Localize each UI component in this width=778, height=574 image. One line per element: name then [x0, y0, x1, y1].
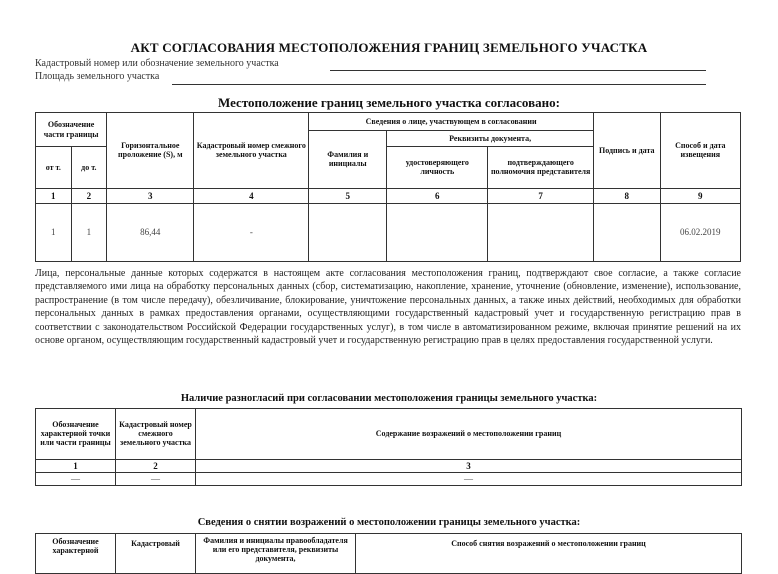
- header-adjacent: Кадастровый: [116, 534, 196, 574]
- cell-signature: [593, 203, 660, 261]
- area-value-line: [172, 84, 706, 85]
- section1-heading: Местоположение границ земельного участка согласовано:: [218, 95, 560, 110]
- col-number: 5: [309, 188, 387, 203]
- col-number: 6: [387, 188, 488, 203]
- header-name: Фамилия и инициалы: [309, 130, 387, 188]
- col-number: 7: [488, 188, 594, 203]
- cell-authority: [488, 203, 594, 261]
- cell-adjacent: -: [194, 203, 309, 261]
- header-method: Способ и дата извещения: [660, 113, 740, 189]
- header-point: Обозначение характерной: [36, 534, 116, 574]
- header-method: Способ снятия возражений о местоположении границ: [356, 534, 742, 574]
- header-adjacent-cadastral: Кадастровый номер смежного земельного участка: [194, 113, 309, 189]
- section2-heading: Наличие разногласий при согласовании местоположения границы земельного участка:: [180, 393, 598, 404]
- cell-identity: [387, 203, 488, 261]
- cell-dash: —: [196, 472, 742, 485]
- cell-dash: —: [116, 472, 196, 485]
- header-signature: Подпись и дата: [593, 113, 660, 189]
- col-number: 4: [194, 188, 309, 203]
- cell-name: [309, 203, 387, 261]
- col-number: 3: [107, 188, 194, 203]
- area-label: Площадь земельного участка: [35, 71, 160, 82]
- header-to: до т.: [71, 147, 107, 189]
- header-horizontal: Горизонтальное проложение (S), м: [107, 113, 194, 189]
- col-number: 2: [71, 188, 107, 203]
- col-number: 1: [36, 459, 116, 472]
- cadastral-value-line: [330, 70, 706, 71]
- col-number: 2: [116, 459, 196, 472]
- header-boundary-parts: Обозначение части границы: [36, 113, 107, 147]
- header-point: Обозначение характерной точки или части границы: [36, 409, 116, 460]
- header-content: Содержание возражений о местоположении границ: [196, 409, 742, 460]
- cadastral-label: Кадастровый номер или обозначение земельного участка: [35, 58, 279, 69]
- consent-paragraph: Лица, персональные данные которых содержатся в настоящем акте согласования местоположения границ, подтверждают свое согласие, а также согласие представляемого ими лица на обработку персональных данных (сбор, систематизацию, накопление, хранение, уточнение (обновление, изменение), использование, распространение (в том числе передачу), обезличивание, блокирование, уничтожение персональных данных, а также иных действий, необходимых для обработки персональных данных в рамках предоставления органами, осуществляющими государственный кадастровый учет и государственную регистрацию прав в соответствии с законодательством Российской Федерации государственных услуг), в том числе в автоматизированном режиме, включая принятие решений на их основе органом, осуществляющим государственный кадастровый учет и государственную регистрацию прав в целях предоставления государственной услуги.: [35, 268, 741, 347]
- header-from: от т.: [36, 147, 72, 189]
- header-doc-details: Реквизиты документа,: [387, 130, 594, 146]
- header-identity: удостоверяющего личность: [387, 147, 488, 189]
- col-number: 1: [36, 188, 72, 203]
- col-number: 9: [660, 188, 740, 203]
- cell-dash: —: [36, 472, 116, 485]
- objections-removal-table: [35, 533, 742, 574]
- cell-to: 1: [71, 203, 107, 261]
- header-authority: подтверждающего полномочия представителя: [488, 147, 594, 189]
- section3-heading: Сведения о снятии возражений о местоположении границы земельного участка:: [197, 517, 581, 528]
- area-field: [35, 71, 159, 82]
- header-owner: Фамилия и инициалы правообладателя или его представителя, реквизиты документа,: [196, 534, 356, 574]
- disagreements-table: [35, 408, 742, 486]
- act-title: АКТ СОГЛАСОВАНИЯ МЕСТОПОЛОЖЕНИЯ ГРАНИЦ ЗЕМЕЛЬНОГО УЧАСТКА: [130, 40, 648, 55]
- header-adjacent: Кадастровый номер смежного земельного участка: [116, 409, 196, 460]
- col-number: 3: [196, 459, 742, 472]
- header-person-info: Сведения о лице, участвующем в согласовании: [309, 113, 594, 131]
- cell-from: 1: [36, 203, 72, 261]
- cell-method: 06.02.2019: [660, 203, 740, 261]
- cell-horizontal: 86,44: [107, 203, 194, 261]
- col-number: 8: [593, 188, 660, 203]
- agreement-table: [35, 112, 741, 262]
- cadastral-field: [35, 58, 279, 69]
